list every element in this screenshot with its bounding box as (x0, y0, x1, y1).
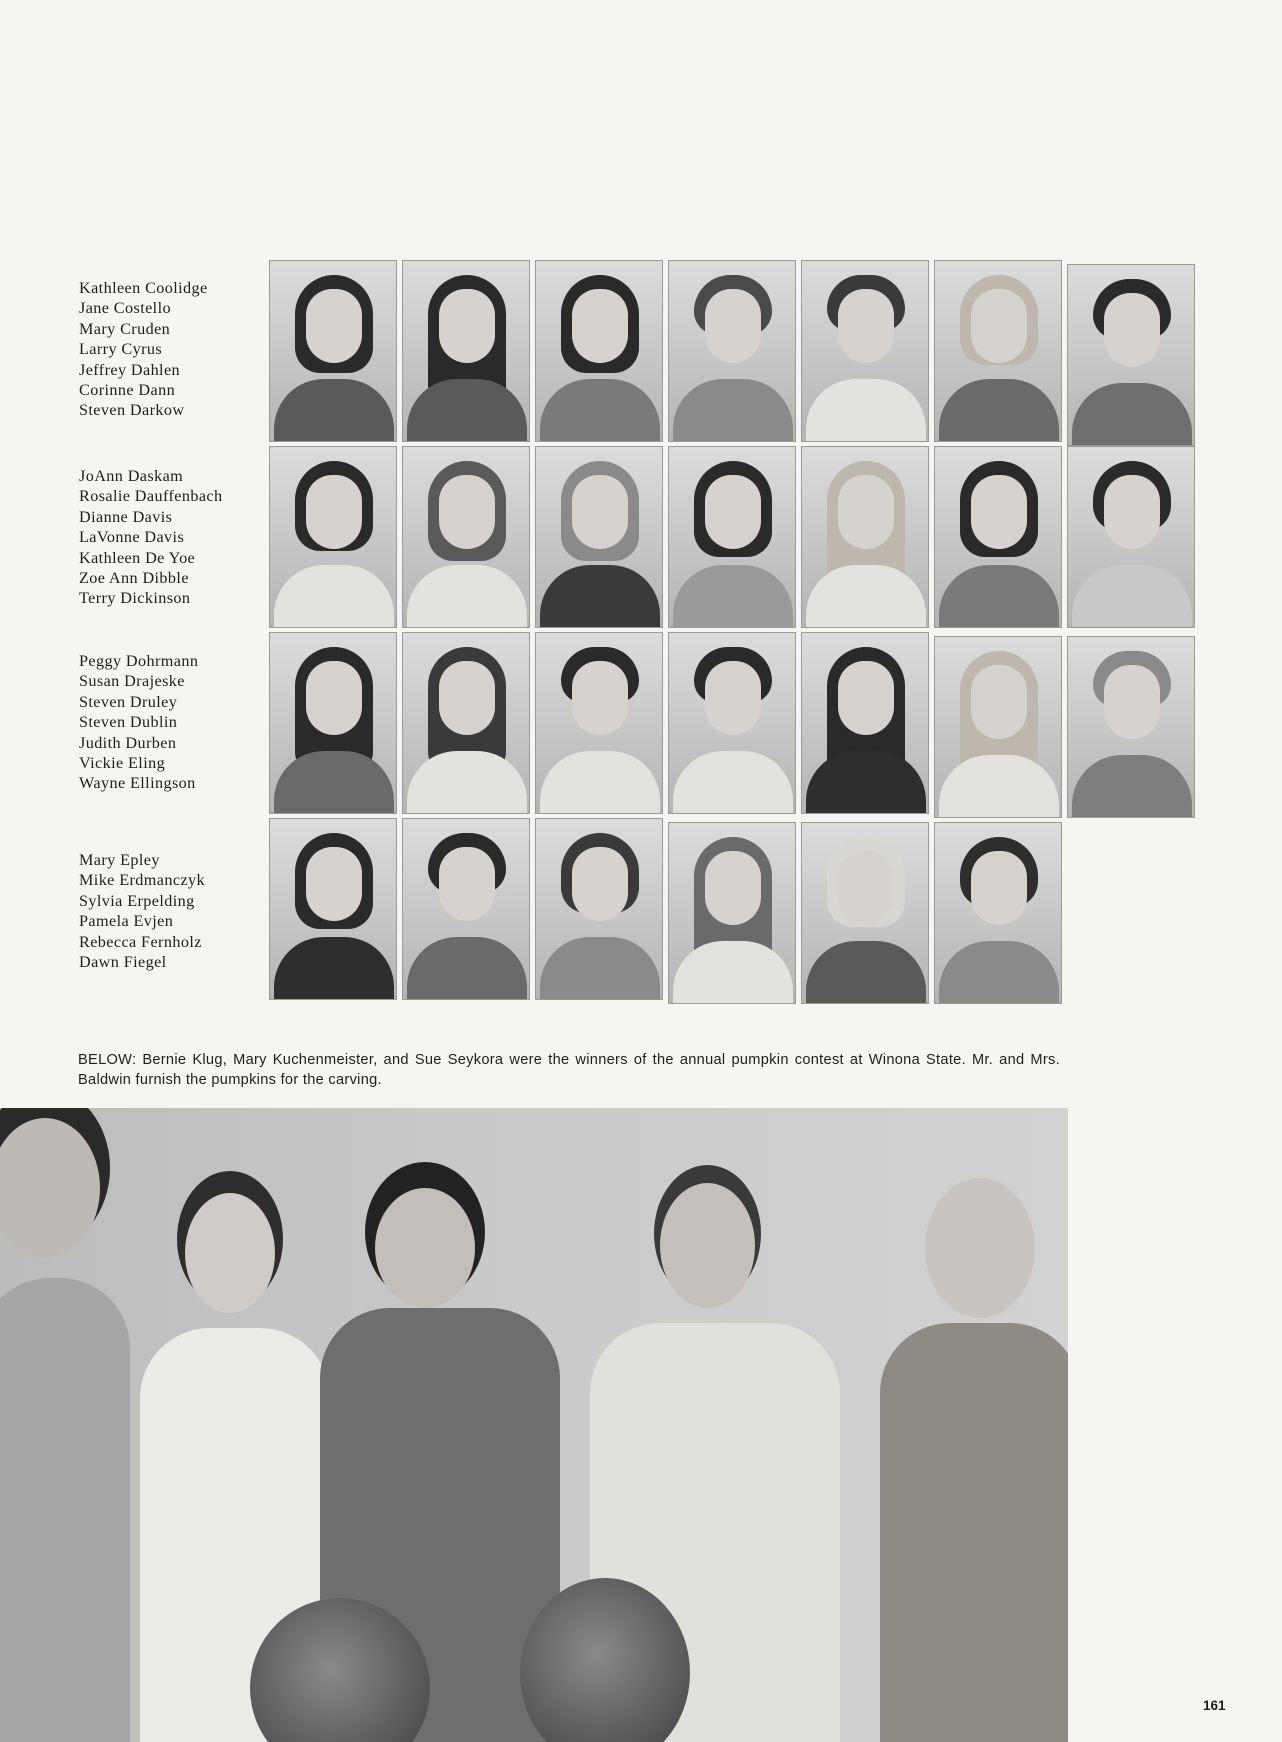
name-list-row-2 (79, 466, 254, 609)
student-name: JoAnn Daskam (79, 467, 184, 485)
student-name: Steven Druley (79, 692, 178, 711)
student-name: Mary Cruden (79, 319, 171, 338)
student-name: Larry Cyrus (79, 340, 163, 359)
portrait-photo (801, 260, 929, 442)
student-name: Sylvia Erpelding (79, 891, 195, 910)
portrait-photo (1067, 636, 1195, 818)
student-name: Rosalie Dauffenbach (79, 487, 223, 506)
portrait-photo (269, 632, 397, 814)
student-name: Mike Erdmanczyk (79, 871, 206, 890)
student-name: Steven Dublin (79, 713, 178, 732)
photo-caption: BELOW: Bernie Klug, Mary Kuchenmeister, and Sue Seykora were the winners of the annual pumpkin contest at Winona State. Mr. and Mrs. Baldwin furnish the pumpkins for the carving. (78, 1052, 1060, 1088)
student-name: Wayne Ellingson (79, 774, 196, 793)
student-name: Rebecca Fernholz (79, 932, 202, 951)
person-figure (0, 1108, 130, 1742)
student-name: Steven Darkow (79, 401, 185, 420)
portrait-photo (668, 632, 796, 814)
portrait-photo (801, 822, 929, 1004)
student-name: Kathleen Coolidge (79, 279, 208, 297)
name-list-row-4 (79, 850, 254, 972)
portrait-photo (934, 822, 1062, 1004)
portrait-photo (668, 260, 796, 442)
student-name: Zoe Ann Dibble (79, 569, 189, 588)
student-name: Mary Epley (79, 851, 160, 869)
name-list-row-1 (79, 278, 254, 421)
student-name: Pamela Evjen (79, 912, 174, 931)
portrait-photo (269, 446, 397, 628)
student-name: Susan Drajeske (79, 672, 185, 691)
person-figure (880, 1108, 1068, 1742)
portrait-photo (269, 818, 397, 1000)
group-photo (0, 1108, 1068, 1742)
portrait-photo (801, 632, 929, 814)
portrait-photo (269, 260, 397, 442)
student-name: Jane Costello (79, 299, 171, 318)
portrait-photo (402, 260, 530, 442)
page-number: 161 (1203, 1698, 1226, 1713)
portrait-photo (402, 632, 530, 814)
portrait-photo (402, 818, 530, 1000)
student-name: Terry Dickinson (79, 589, 191, 608)
student-name: Peggy Dohrmann (79, 652, 199, 670)
portrait-photo (535, 260, 663, 442)
portrait-photo (535, 818, 663, 1000)
portrait-photo (668, 822, 796, 1004)
student-name: Jeffrey Dahlen (79, 360, 181, 379)
portrait-photo (1067, 264, 1195, 446)
student-name: Vickie Eling (79, 754, 166, 773)
portrait-photo (1067, 446, 1195, 628)
student-name: Dawn Fiegel (79, 953, 167, 972)
student-name: LaVonne Davis (79, 528, 185, 547)
student-name: Judith Durben (79, 733, 177, 752)
student-name: Kathleen De Yoe (79, 548, 196, 567)
portrait-photo (535, 446, 663, 628)
portrait-photo (668, 446, 796, 628)
name-list-row-3 (79, 651, 254, 794)
portrait-photo (801, 446, 929, 628)
student-name: Corinne Dann (79, 381, 176, 400)
portrait-photo (934, 446, 1062, 628)
portrait-photo (402, 446, 530, 628)
student-name: Dianne Davis (79, 507, 173, 526)
portrait-photo (934, 260, 1062, 442)
portrait-photo (535, 632, 663, 814)
portrait-photo (934, 636, 1062, 818)
